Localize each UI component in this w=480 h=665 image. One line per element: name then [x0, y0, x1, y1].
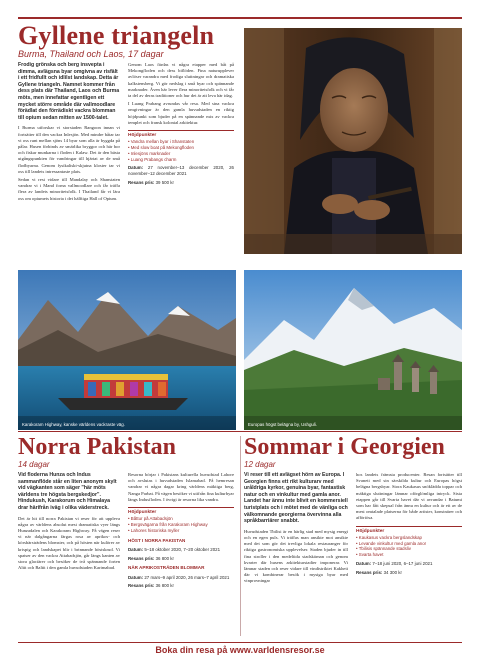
section2-subtitle: 14 dagar: [18, 460, 50, 469]
section2-autumn-price: Resans pris: 36 800 kr: [128, 555, 174, 561]
section1-photo-portrait: [244, 28, 462, 254]
section2-title: Norra Pakistan: [18, 434, 176, 460]
section1-col-1: [18, 62, 120, 204]
section1-body-3: Genom Laos färdas vi några etapper med båt på Mekongfloden och dess biflöden. Fina naturupplever avlöser varandra med frodiga sluttningar och dramatiska kalkstensberg. Vi gör nedslag i små byar och spännande marknader. Även här lever flera minoritetsfolk och vi får ta del av deras traditioner och hur det är att leva här idag.: [128, 62, 234, 99]
section2-highlight: • Lahores historiska myller: [128, 528, 234, 534]
section3-highlight: • Kaukasus vackra bergslandskap: [356, 535, 462, 541]
section3-body-2: hos landets främsta producenter. Resan fortsätter till Svaneti med sin särskilda kultur och Europas högst belägna bergsbyar. Stora Kaukasus snöklädda toppar och mäktiga sluttningar lämnar oförglömliga intryck. Sista etappen går till Svarta havet där vi avrundar i Batumi som har fått skepsal från ännu en kultur och är ett av de mest omtalade platserna för både artister, konstnärer och afföriösa.: [356, 472, 462, 521]
section3-highlight: • Svarta havet: [356, 552, 462, 558]
footer-rule: [18, 642, 462, 643]
section3-subtitle: 12 dagar: [244, 460, 276, 469]
section3-title: Sommar i Georgien: [244, 434, 445, 460]
section2-photo-caption: Karakoram Highway, kanske världens vackraste väg.: [22, 422, 125, 427]
section2-autumn-dates: Datum: 5–18 oktober 2020, 7–20 oktober 2021: [128, 546, 221, 552]
section2-col-1: [18, 472, 120, 573]
section2-highlight: • Båttur på Attabadsjön: [128, 516, 234, 522]
section1-highlight: • Inlesjöns marknader: [128, 151, 234, 157]
section3-lead: Vi reser till ett avlägset hörn av Europa. I Georgien finns ett rikt kulturarv med uråldriga kyrkor, genuina byar, fantastisk natur och en vinkultur med gamla anor. Landet har ännu inte blivit en kommersiell turistplats och i mötet med de vänliga och välkomnande georgierna övervinna alla språkbarriärer snabbt.: [244, 472, 348, 525]
section2-highlight: • Bergsvägarna från Karakoram Highway: [128, 522, 234, 528]
section1-body-4: I Luang Prabang avrundas vår resa. Med sina vackra omgivningar är den gamla huvudstaden en riktig höjdpunkt som bjuder på en spännande mix av vackra templet och fransk kolonial arkitektur.: [128, 101, 234, 125]
section1-subtitle: Burma, Thailand och Laos, 17 dagar: [18, 49, 164, 59]
section2-photo-karakoram: [18, 270, 236, 430]
section2-lead: Vid floderna Hunza och Indus sammanflöde står en liten anonym skylt vid vägkanten som säger "här möts världens tre högsta bergskedjor". Hindukush, Karakorum och Himalaya drar härifrån iväg i olika väderstreck.: [18, 472, 117, 511]
section2-spring-title: NÄR APRIKOSTRÄDEN BLOMMAR: [128, 565, 205, 571]
section1-highlights-title: Höjdpunkter: [128, 130, 234, 139]
section-divider: [18, 431, 462, 432]
column-divider: [240, 436, 241, 636]
section1-highlight: • Vandra mellan byar i Shanstaten: [128, 139, 234, 145]
section1-title: Gyllene triangeln: [18, 21, 215, 50]
section2-highlights-title: Höjdpunkter: [128, 507, 234, 516]
section1-price: Resans pris: 39 500 kr: [128, 180, 174, 186]
section3-photo-ushguli: [244, 270, 462, 430]
section3-highlights-title: Höjdpunkter: [356, 526, 462, 535]
section2-body-1: Det är hit till norra Pakistan vi reser för att uppleva några av världens absolut mest dramatiska vyer längs Hunzadalen och Karakoram Highway. På vägen reser vi när dalgångarna färgas rosa av aprikos- och körsbärsträdens blomster, och på hösten när kulörer av krispig och landskapet blir i brinnande höstskrud. Vi spatser av den vackra Attabadsjön, går längs kanten av stora glaciärer och besöker de två spännande forten Altit och Baltit i den gamla huvudstaden Karimabad.: [18, 515, 120, 571]
top-rule: [18, 17, 462, 19]
section1-highlight: • Med slow boat på Mekongfloden: [128, 145, 234, 151]
section1-body-1: I Burma utforskar vi storstaden Rangoon innan vi fortsätter till den vackra Inlesjön. Med mindre båtar tar vi oss runt mellan sjöns 14 byar som alla är byggda på pålar. Husen förbinds av smärlika bryggor och här bor och fiskar munkarna i floden i Kalaw. Det är den bästa utgångspunkten för vandringar till hjärtat av de små flodbyarna. Genom fysikaliskt-skjutna kloster tar vi oss till landets intressantaste plats.: [18, 125, 120, 174]
section3-highlight: • Tbilisis spännande stadsliv: [356, 546, 462, 552]
section1-col-2: [128, 62, 234, 186]
section1-body-2: Sedan vi rest vidare till Mandalay och Shanstaten vandrar vi i Mand forna vallmoodlare och får träffa flera av landets minoritetsfolk. I Thailand får vi lära oss om opiumets historia i det hälftiga Hall of Opium.: [18, 176, 120, 201]
section2-autumn-title: HÖST I NORRA PAKISTAN: [128, 537, 186, 543]
section3-col-1: [244, 472, 348, 587]
section1-dates: Datum: 27 november–13 december 2020, 26 november–12 december 2021: [128, 165, 234, 177]
section1-lead: Frodig grönska och berg insvepta i dimma, avlägsna byar omgivna av risfält i ett fridfullt och idlilst landskap. Detta är Gyllene triangeln. Namnet kommer från dess plats där Thailand, Laos och Burma möts, men innefattar egentligen ett mycket större område där vallmoodlare förädlat den förrädiskt vackra blomman till opium sedan mitten av 1500-talet.: [18, 62, 120, 121]
section3-dates: Datum: 7–18 juni 2020, 6–17 juni 2021: [356, 561, 433, 567]
section1-highlight: • Luang Prabangs charm: [128, 157, 234, 163]
section2-body-2: Resorna börjar i Pakistans kulturella huvudstad Lahore och avslutas i huvudstaden Islamabad. På hemresan vandrar vi några dagar kring världens mäktiga berg, Nanga Parbat. På vägen besöker vi utifrån fina kulturbyar längs Indusfloden. I övrigt är resorna lika vandra.: [128, 472, 235, 502]
section3-photo-caption: Europas högst belägna by, Ushguli.: [248, 422, 317, 427]
section3-price: Resans pris: 34 300 kr: [356, 569, 402, 575]
section2-spring-price: Resans pris: 36 800 kr: [128, 583, 174, 589]
section2-col-2: [128, 472, 234, 589]
footer-booking-link[interactable]: Boka din resa på www.varldensresor.se: [155, 645, 325, 655]
section2-spring-dates: Datum: 27 mars–9 april 2020, 26 mars–7 april 2021: [128, 574, 230, 580]
section3-body-1: Huvudstaden Tbilisi är en härlig stad med mysig energi och en egen puls. Vi träffas man ansikte mot ansikte med det som gör det trevliga lokala restauranger för riktiga gastronomiska upplevelser. Staden bjuder in till fina stroller i den medeltida stadskärnan och genom kvarter där husens arkitekturstadier imponerar. Vi lämnar staden och reser vidare till vindistriktet Kakheti där vi kombinerar besök i mysiga byar med vinprovningar: [244, 528, 348, 584]
section3-col-2: [356, 472, 462, 576]
section3-highlight: • Levande vinkultur med gamla anor: [356, 541, 462, 547]
